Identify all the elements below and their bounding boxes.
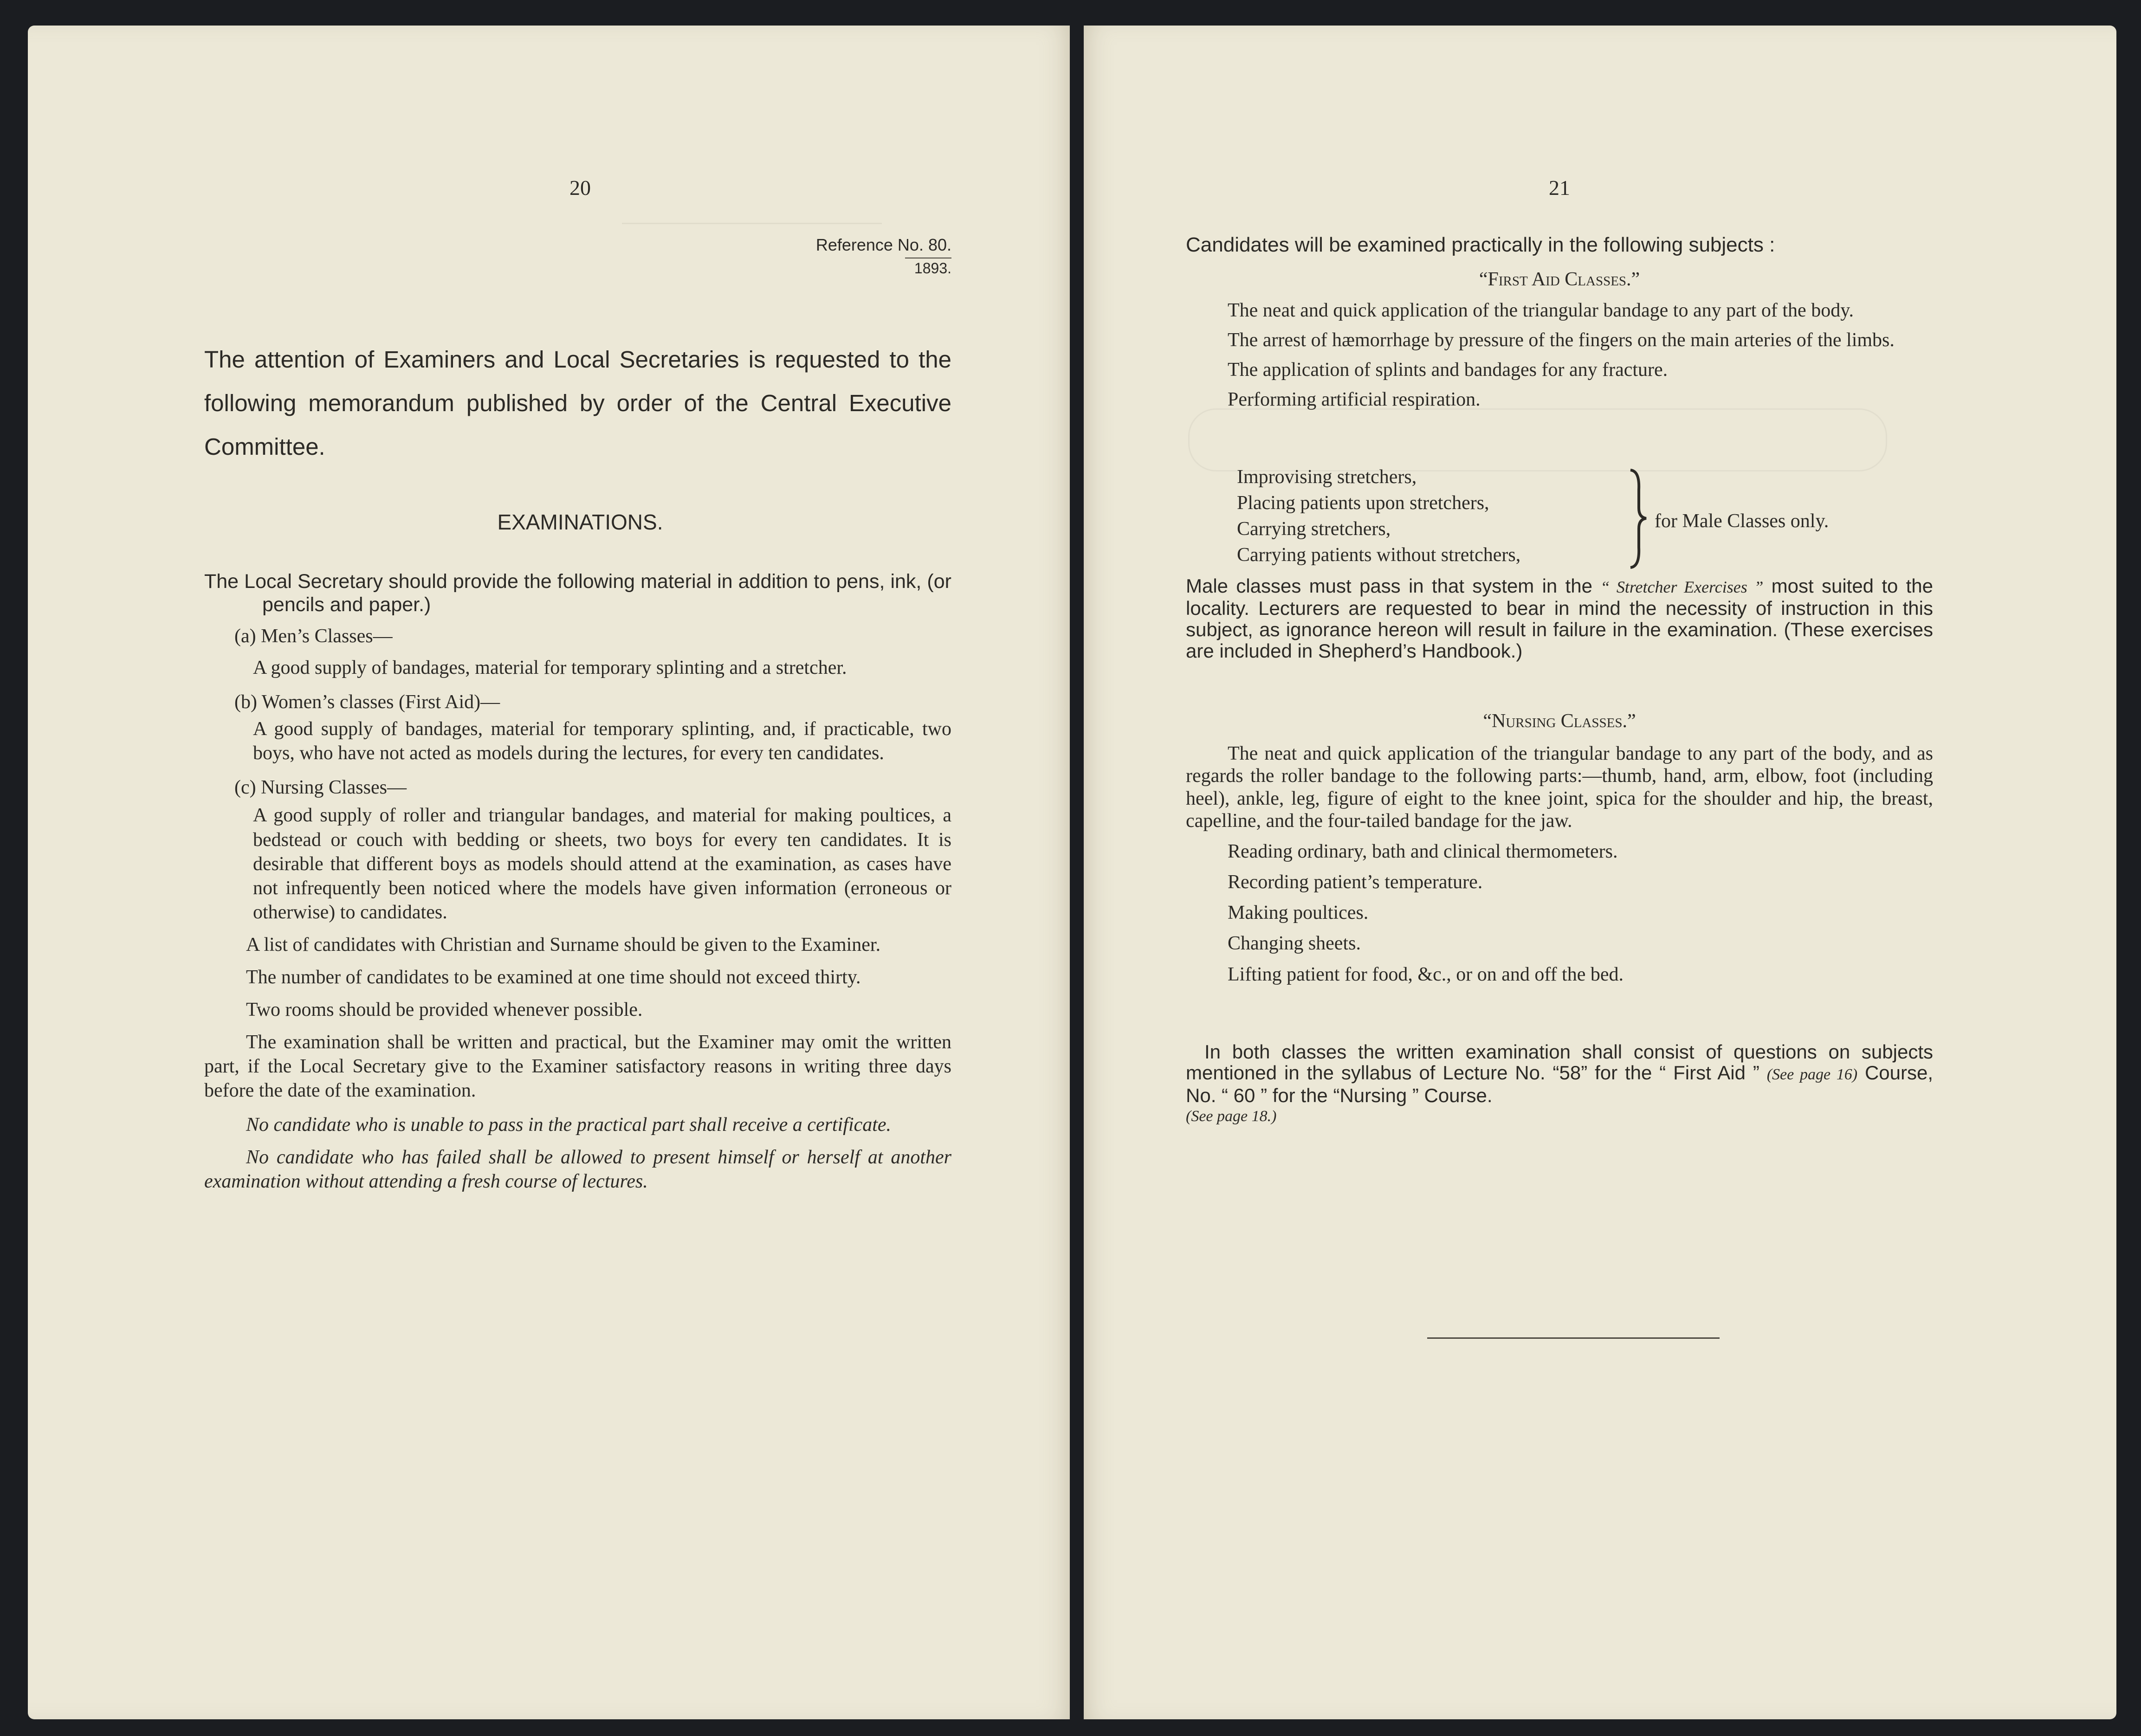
list-item [204, 775, 951, 924]
item-label: (c) Nursing Classes— [234, 777, 407, 799]
list-item [204, 624, 951, 680]
show-through-right [1188, 408, 1887, 471]
stretcher-item: Carrying patients without stretchers, [1237, 544, 1521, 566]
subject-item: Recording patient’s temperature. [1228, 871, 1483, 893]
item-label: (b) Women’s classes (First Aid)— [234, 691, 500, 713]
left-page-number: 20 [569, 176, 591, 200]
right-page-number: 21 [1549, 176, 1570, 200]
item-text: A good supply of bandages, material for temporary splinting and a stretcher. [253, 657, 847, 679]
item-label: (a) Men’s Classes— [234, 626, 393, 647]
subject-item: The application of splints and bandages for any fracture. [1228, 359, 1668, 381]
stretcher-item: Carrying stretchers, [1237, 518, 1391, 540]
item-text: A good supply of bandages, material for temporary splinting, and, if practicable, two boys, who have not acted as models during the lectures, for every ten candidates. [253, 718, 951, 764]
subject-item: The neat and quick application of the triangular bandage to any part of the body. [1228, 300, 1854, 321]
paragraph: The number of candidates to be examined at one time should not exceed thirty. [246, 966, 861, 988]
italic-paragraph: No candidate who has failed shall be allowed to present himself or herself at another examination without attending a fresh course of lectures. [204, 1147, 951, 1193]
stretcher-exercises-ref: “ Stretcher Exercises ” [1600, 578, 1764, 596]
subject-item: Performing artificial respiration. [1228, 389, 1481, 411]
subject-item: Reading ordinary, bath and clinical thermometers. [1228, 841, 1618, 863]
stretcher-item: Placing patients upon stretchers, [1237, 492, 1489, 514]
practical-intro: Candidates will be examined practically in the following subjects : [1186, 233, 1775, 256]
paragraph: Two rooms should be provided whenever possible. [246, 999, 643, 1021]
written-examination-note [1186, 1041, 1933, 1127]
material-intro-text: The Local Secretary should provide the following material in addition to pens, ink, (or pencils and paper.) [204, 570, 951, 616]
curly-brace-icon [1622, 466, 1650, 571]
male-note-text-b: most suited to the locality. Lecturers are requested to bear in mind the necessity of instruction in this subject, as ignorance hereon will result in failure in the examination. (These exercises are included in Shepherd’s Handbook.) [1186, 575, 1934, 662]
section-end-rule [1427, 1337, 1720, 1339]
nursing-subjects [1186, 742, 1933, 987]
stretcher-item: Improvising stretchers, [1237, 466, 1417, 488]
book-gutter [1070, 19, 1084, 1722]
subject-item: The arrest of hæmorrhage by pressure of the fingers on the main arteries of the limbs. [1228, 329, 1895, 351]
italic-paragraph: No candidate who is unable to pass in the practical part shall receive a certificate. [246, 1114, 892, 1136]
subject-item: Making poultices. [1228, 902, 1369, 924]
paragraph: The examination shall be written and practical, but the Examiner may omit the written part, if the Local Secretary give to the Examiner satisfactory reasons in writing three days before the date of the examination. [204, 1032, 951, 1102]
memorandum-intro: The attention of Examiners and Local Secretaries is requested to the following memorandum published by order of the Central Executive Committee. [204, 346, 951, 460]
requirements-list [204, 624, 951, 1194]
nursing-heading: “Nursing Classes.” [1483, 710, 1636, 732]
see-page-18: (See page 18.) [1186, 1108, 1277, 1125]
paragraph: A list of candidates with Christian and Surname should be given to the Examiner. [246, 934, 881, 955]
first-aid-subjects [1186, 298, 1933, 412]
reference-year: 1893. [914, 260, 951, 277]
material-intro [204, 570, 951, 616]
first-aid-heading: “First Aid Classes.” [1479, 269, 1640, 290]
list-item [204, 690, 951, 765]
male-note-text-a: Male classes must pass in that system in the [1186, 575, 1592, 597]
item-text: A good supply of roller and triangular bandages, and material for making poultices, a bedstead or couch with bedding or sheets, two boys for every ten candidates. It is desirable that different boys as models should attend at the examination, as cases have not infrequently been noticed where the models have given information (erroneous or otherwise) to candidates. [253, 805, 951, 923]
written-text-b: Course, No. “ 60 ” for the “Nursing ” Course. [1186, 1062, 1933, 1106]
subject-item: Lifting patient for food, &c., or on and off the bed. [1228, 963, 1624, 985]
subject-item: Changing sheets. [1228, 933, 1361, 955]
male-classes-note [1186, 575, 1933, 662]
male-classes-only-note: for Male Classes only. [1655, 510, 1829, 532]
reference-number: Reference No. 80. [815, 235, 951, 254]
nursing-main-item: The neat and quick application of the triangular bandage to any part of the body, and as regards the roller bandage to the following parts:—thumb, hand, arm, elbow, foot (including heel), ankle, leg, figure of eight to the knee joint, spica for the shoulder and hip, the breast, capelline, and the four-tailed bandage for the jaw. [1186, 743, 1933, 832]
stretcher-group [1186, 466, 1933, 571]
written-text-a: In both classes the written examination shall consist of questions on subjects mentioned in the syllabus of Lecture No. “58” for the “ First Aid ” [1186, 1041, 1933, 1084]
see-page-16: (See page 16) [1766, 1066, 1858, 1083]
examinations-heading: EXAMINATIONS. [497, 510, 663, 534]
